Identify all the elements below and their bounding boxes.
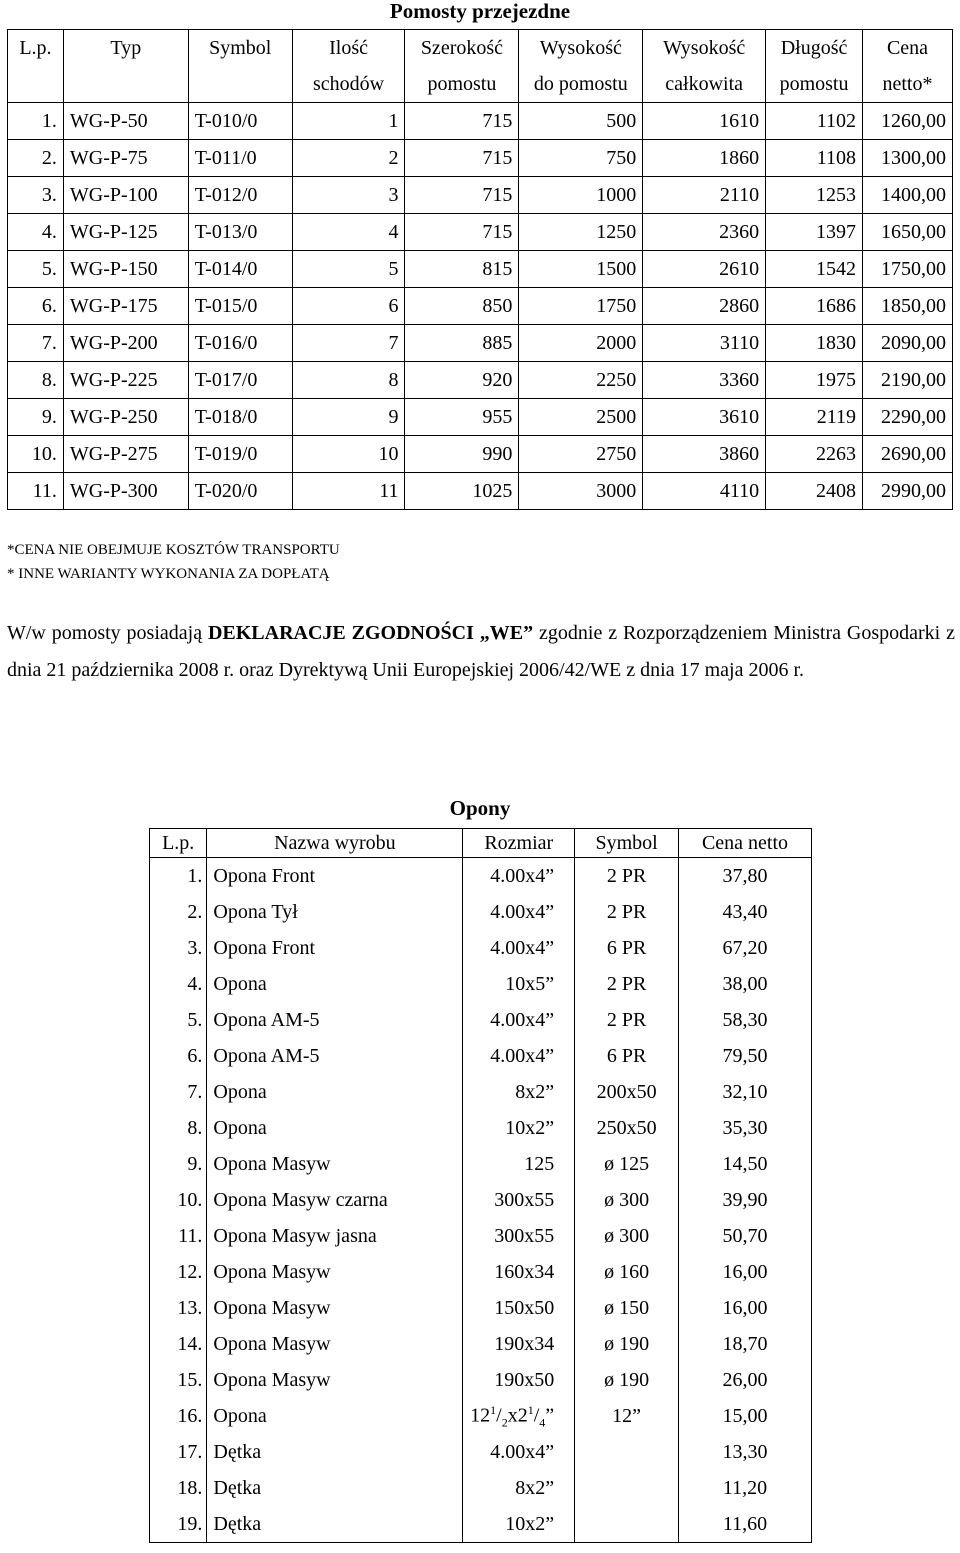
tires-cell: 19. [150,1506,207,1543]
tires-cell: Opona Front [207,858,463,895]
tires-cell: Opona Masyw czarna [207,1182,463,1218]
notes [7,538,340,586]
table-row-cell: 1000 [519,177,643,214]
tires-cell: 4.00x4” [463,894,575,930]
table-row [150,1398,812,1434]
tires-cell: 10x5” [463,966,575,1002]
table-row-cell: 885 [405,325,519,362]
table-row [8,436,953,473]
table-row-cell: WG-P-200 [63,325,188,362]
table-row-cell: 2 [292,140,405,177]
table-row-cell: 2610 [643,251,766,288]
platforms-header-top-cell: Ilość [292,30,405,67]
table-row-cell: WG-P-75 [63,140,188,177]
tires-header-cell: L.p. [150,829,207,858]
platforms-title: Pomosty przejezdne [389,0,571,23]
table-row-cell: 3610 [643,399,766,436]
table-row [150,1002,812,1038]
platforms-header-top-cell: Typ [63,30,188,67]
table-row-cell: 955 [405,399,519,436]
platforms-header-bottom-cell [63,66,188,103]
table-row-cell: 2500 [519,399,643,436]
table-row [150,1254,812,1290]
tires-table [149,828,812,1543]
tires-cell: 79,50 [722,1045,768,1067]
platforms-header-top-cell: Długość [766,30,863,67]
table-row-cell: 715 [405,140,519,177]
table-row-cell: T-020/0 [188,473,292,510]
table-row-cell: 1830 [766,325,863,362]
tires-cell: 2. [150,894,207,930]
table-row-cell: WG-P-100 [63,177,188,214]
table-row [150,966,812,1002]
tires-cell: 12” [575,1398,679,1434]
platforms-header-top-cell: Szerokość [405,30,519,67]
table-row [150,1326,812,1362]
table-row-cell: T-016/0 [188,325,292,362]
tires-cell: 8x2” [463,1470,575,1506]
table-row-cell: T-011/0 [188,140,292,177]
table-row [8,214,953,251]
tires-cell: 6. [150,1038,207,1074]
table-row-cell: WG-P-225 [63,362,188,399]
tires-cell: 4.00x4” [463,858,575,895]
table-row-cell: 5 [292,251,405,288]
tires-cell: Opona [207,1110,463,1146]
table-row-cell: 3000 [519,473,643,510]
table-row-cell: 2000 [519,325,643,362]
tires-cell: Opona Masyw [207,1254,463,1290]
table-row [150,1470,812,1506]
tires-cell: 6 PR [575,1038,679,1074]
tires-cell: 14,50 [722,1153,768,1175]
table-row-cell: 4. [8,214,64,251]
tires-cell: Opona Front [207,930,463,966]
tires-cell: 8x2” [463,1074,575,1110]
table-row [150,1434,812,1470]
table-row-cell: 2. [8,140,64,177]
table-row-cell: 1975 [766,362,863,399]
tires-cell: $12^1/_2x2^1/_4$” [463,1398,575,1434]
tires-cell: 18. [150,1470,207,1506]
table-row [150,1218,812,1254]
platforms-header-bottom-cell: schodów [292,66,405,103]
platforms-header-top-cell: L.p. [8,30,64,67]
tires-cell: 4.00x4” [463,1002,575,1038]
table-row [150,1506,812,1543]
table-row-cell: 4110 [643,473,766,510]
platforms-header-bottom [8,66,953,103]
table-row-cell: WG-P-50 [63,103,188,140]
table-row-cell: 1025 [405,473,519,510]
platforms-header-bottom-cell: do pomostu [519,66,643,103]
tires-cell: 67,20 [722,937,768,959]
tires-cell: ø 150 [575,1290,679,1326]
table-row [150,1110,812,1146]
tires-cell: 8. [150,1110,207,1146]
tires-cell: 160x34 [463,1254,575,1290]
table-row-cell: 7 [292,325,405,362]
table-row-cell: 1253 [766,177,863,214]
tires-cell: ø 300 [575,1218,679,1254]
table-row-cell: 1686 [766,288,863,325]
table-row-cell: 1 [292,103,405,140]
tires-cell: 1. [150,858,207,895]
table-row-cell: 3 [292,177,405,214]
tires-cell: 300x55 [463,1182,575,1218]
table-row-cell: 9 [292,399,405,436]
tires-header [150,829,812,858]
platforms-header-top-cell: Cena [862,30,952,67]
table-row-cell: 3860 [643,436,766,473]
tires-cell: Opona [207,1074,463,1110]
table-row-cell: 1850,00 [862,288,952,325]
tires-cell: Dętka [207,1470,463,1506]
table-row-cell: 3110 [643,325,766,362]
table-row-cell: T-014/0 [188,251,292,288]
table-row [150,1290,812,1326]
note-variants: * INNE WARIANTY WYKONANIA ZA DOPŁATĄ [7,566,330,582]
tires-cell: 14. [150,1326,207,1362]
tires-cell: ø 190 [575,1326,679,1362]
platforms-header-bottom-cell: całkowita [643,66,766,103]
table-row [150,1182,812,1218]
tires-cell: ø 125 [575,1146,679,1182]
tires-cell: 4. [150,966,207,1002]
tires-cell: 125 [463,1146,575,1182]
table-row-cell: 2190,00 [862,362,952,399]
table-row [8,325,953,362]
tires-cell: 190x50 [463,1362,575,1398]
table-row-cell: 3. [8,177,64,214]
table-row-cell: 920 [405,362,519,399]
tires-cell: 10. [150,1182,207,1218]
table-row-cell: T-017/0 [188,362,292,399]
tires-cell: 2 PR [575,966,679,1002]
table-row-cell: 4 [292,214,405,251]
tires-cell: 50,70 [722,1225,768,1247]
table-row-cell: 2690,00 [862,436,952,473]
table-row-cell: 1542 [766,251,863,288]
tires-cell: Opona Tył [207,894,463,930]
table-row-cell: 850 [405,288,519,325]
tires-cell: 12. [150,1254,207,1290]
table-row [150,1146,812,1182]
platforms-header-bottom-cell: pomostu [766,66,863,103]
table-row-cell: 8. [8,362,64,399]
platforms-header-top-cell: Symbol [188,30,292,67]
tires-cell: Dętka [207,1434,463,1470]
platforms-header-bottom-cell [188,66,292,103]
tires-cell: 16,00 [722,1297,768,1319]
tires-cell: 18,70 [722,1333,768,1355]
tires-cell: ø 160 [575,1254,679,1290]
table-row [150,1362,812,1398]
table-row-cell: 1. [8,103,64,140]
tires-cell: 5. [150,1002,207,1038]
tires-cell: Dętka [207,1506,463,1543]
tires-cell: 10x2” [463,1506,575,1543]
tires-cell: 26,00 [722,1369,768,1391]
table-row-cell: 2263 [766,436,863,473]
table-row [8,103,953,140]
platforms-header-top [8,30,953,67]
table-row-cell: 1102 [766,103,863,140]
table-row-cell: 11 [292,473,405,510]
table-row [150,894,812,930]
table-row-cell: WG-P-175 [63,288,188,325]
table-row-cell: 10. [8,436,64,473]
tires-cell: 2 PR [575,894,679,930]
table-row-cell: WG-P-250 [63,399,188,436]
tires-cell: 16,00 [722,1261,768,1283]
tires-cell: 200x50 [575,1074,679,1110]
table-row-cell: 2250 [519,362,643,399]
table-row-cell: 2090,00 [862,325,952,362]
table-row-cell: 1750,00 [862,251,952,288]
tires-cell: 17. [150,1434,207,1470]
table-row-cell: 5. [8,251,64,288]
table-row [8,251,953,288]
platforms-header-top-cell: Wysokość [643,30,766,67]
table-row-cell: 1397 [766,214,863,251]
table-row-cell: WG-P-125 [63,214,188,251]
tires-cell [575,1470,679,1506]
table-row [8,288,953,325]
table-row-cell: 2119 [766,399,863,436]
declaration-bold: DEKLARACJE ZGODNOŚCI „WE” [207,622,534,644]
tires-cell: ø 300 [575,1182,679,1218]
tires-cell: 32,10 [722,1081,768,1103]
tires-cell: 11,60 [722,1513,768,1535]
tires-cell: Opona [207,1398,463,1434]
table-row-cell: 8 [292,362,405,399]
table-row-cell: 6 [292,288,405,325]
platforms-header-bottom-cell [8,66,64,103]
tires-cell: 58,30 [722,1009,768,1031]
tires-cell [575,1506,679,1543]
tires-cell: 15. [150,1362,207,1398]
table-row-cell: T-015/0 [188,288,292,325]
table-row-cell: 1750 [519,288,643,325]
table-row-cell: 1500 [519,251,643,288]
tires-cell: Opona Masyw jasna [207,1218,463,1254]
tires-cell: ø 190 [575,1362,679,1398]
tires-cell: Opona AM-5 [207,1038,463,1074]
table-row-cell: 9. [8,399,64,436]
table-row-cell: 6. [8,288,64,325]
tires-cell: Opona Masyw [207,1290,463,1326]
table-row-cell: T-019/0 [188,436,292,473]
table-row-cell: 2750 [519,436,643,473]
table-row [150,930,812,966]
table-row [150,1038,812,1074]
table-row-cell: 715 [405,214,519,251]
tires-cell: 15,00 [722,1405,768,1427]
platforms-header-top-cell: Wysokość [519,30,643,67]
table-row [150,1074,812,1110]
table-row-cell: 1860 [643,140,766,177]
table-row-cell: T-012/0 [188,177,292,214]
table-row-cell: 7. [8,325,64,362]
table-row-cell: WG-P-150 [63,251,188,288]
table-row-cell: 11. [8,473,64,510]
tires-cell: 4.00x4” [463,1038,575,1074]
declaration-paragraph [7,615,955,689]
table-row-cell: 1260,00 [862,103,952,140]
table-row [150,858,812,895]
tires-cell: 39,90 [722,1189,768,1211]
table-row-cell: 1300,00 [862,140,952,177]
tires-cell: 13. [150,1290,207,1326]
table-row-cell: 1650,00 [862,214,952,251]
tires-header-cell: Rozmiar [463,829,575,858]
table-row-cell: 715 [405,177,519,214]
table-row-cell: 750 [519,140,643,177]
tires-cell: 250x50 [575,1110,679,1146]
tires-cell: 4.00x4” [463,1434,575,1470]
tires-cell [575,1434,679,1470]
table-row [8,362,953,399]
tires-cell: 10x2” [463,1110,575,1146]
tires-header-cell: Cena netto [678,829,811,858]
table-row-cell: WG-P-300 [63,473,188,510]
table-row-cell: 715 [405,103,519,140]
table-row-cell: 2860 [643,288,766,325]
tires-cell: 16. [150,1398,207,1434]
tires-cell: 11. [150,1218,207,1254]
table-row-cell: T-013/0 [188,214,292,251]
tires-cell: 6 PR [575,930,679,966]
table-row-cell: 1250 [519,214,643,251]
table-row-cell: T-010/0 [188,103,292,140]
tires-cell: 7. [150,1074,207,1110]
tires-cell: 37,80 [722,865,768,887]
tires-header-cell: Symbol [575,829,679,858]
table-row-cell: 1400,00 [862,177,952,214]
table-row-cell: T-018/0 [188,399,292,436]
tires-cell: Opona Masyw [207,1362,463,1398]
platforms-header-bottom-cell: netto* [862,66,952,103]
tires-cell: Opona Masyw [207,1146,463,1182]
platforms-table [7,29,953,510]
tires-cell: 150x50 [463,1290,575,1326]
tires-cell: 300x55 [463,1218,575,1254]
tires-cell: 3. [150,930,207,966]
declaration-text-before: W/w pomosty posiadają [7,622,208,644]
tires-cell: 2 PR [575,1002,679,1038]
table-row-cell: 2110 [643,177,766,214]
tires-cell: Opona AM-5 [207,1002,463,1038]
tires-cell: Opona Masyw [207,1326,463,1362]
table-row-cell: 990 [405,436,519,473]
declaration-text-after: zgodnie z Rozporządzeniem Ministra Gospodarki z dnia 21 października 2008 r. oraz Dyrektywą Unii Europejskiej 2006/42/WE z dnia 17 maja 2006 r. [7,622,955,681]
tires-cell: 13,30 [722,1441,768,1463]
table-row-cell: 3360 [643,362,766,399]
tires-cell: Opona [207,966,463,1002]
tires-cell: 43,40 [722,901,768,923]
table-row-cell: 1108 [766,140,863,177]
table-row [8,473,953,510]
tires-cell: 190x34 [463,1326,575,1362]
table-row-cell: WG-P-275 [63,436,188,473]
table-row [8,140,953,177]
table-row-cell: 2290,00 [862,399,952,436]
table-row [8,177,953,214]
note-transport: *CENA NIE OBEJMUJE KOSZTÓW TRANSPORTU [7,542,340,558]
tires-cell: 38,00 [722,973,768,995]
table-row-cell: 500 [519,103,643,140]
table-row-cell: 2360 [643,214,766,251]
tires-cell: 2 PR [575,858,679,895]
tires-cell: 35,30 [722,1117,768,1139]
tires-cell: 11,20 [722,1477,768,1499]
tires-cell: 9. [150,1146,207,1182]
tires-cell: 4.00x4” [463,930,575,966]
platforms-header-bottom-cell: pomostu [405,66,519,103]
table-row-cell: 815 [405,251,519,288]
table-row-cell: 10 [292,436,405,473]
table-row-cell: 2990,00 [862,473,952,510]
table-row [8,399,953,436]
tires-header-cell: Nazwa wyrobu [207,829,463,858]
table-row-cell: 2408 [766,473,863,510]
table-row-cell: 1610 [643,103,766,140]
tires-title: Opony [449,796,511,820]
